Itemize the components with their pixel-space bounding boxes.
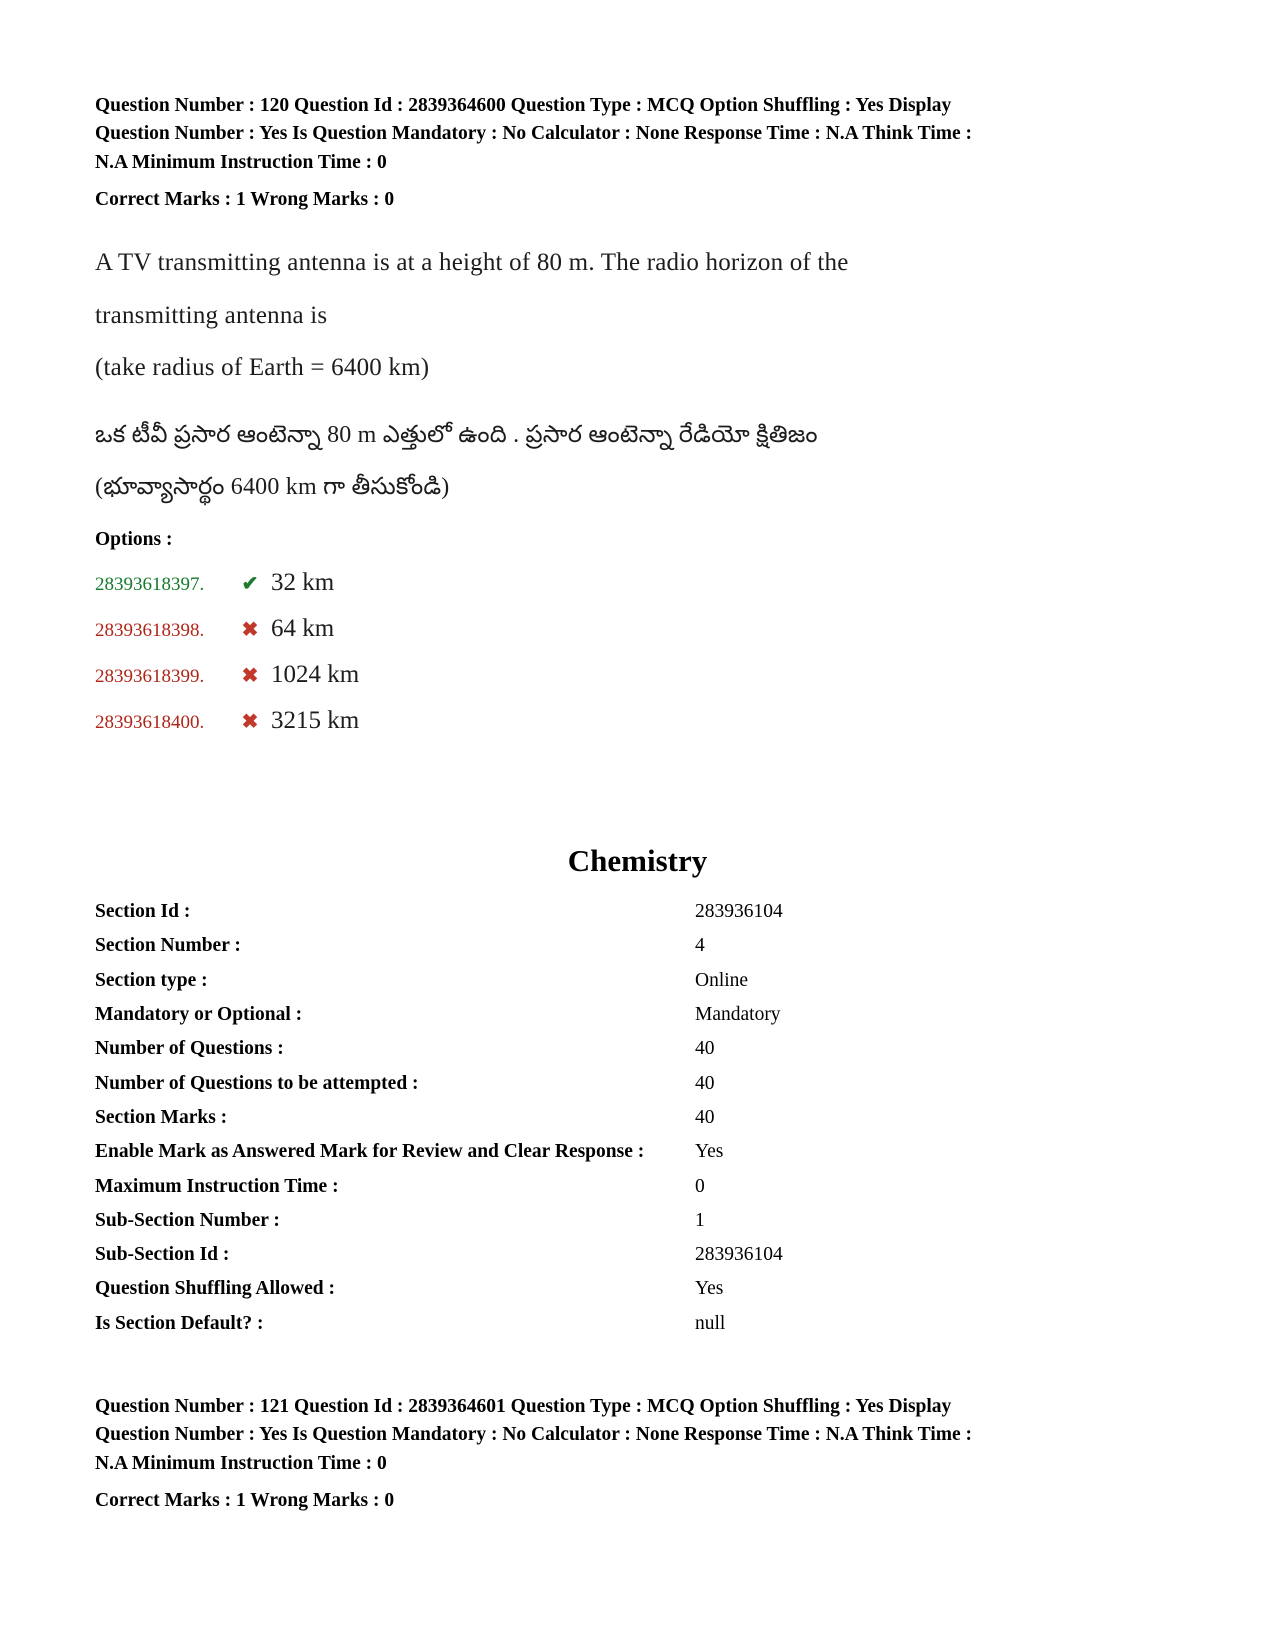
option-id: 28393618397. bbox=[95, 574, 205, 596]
question-120-metadata bbox=[95, 92, 1180, 177]
question-121-meta-line-1: Question Number : 121 Question Id : 2839364601 Question Type : MCQ Option Shuffling : Yes Display bbox=[95, 1396, 952, 1418]
option-text: 32 km bbox=[271, 569, 335, 597]
section-key: Section Number : bbox=[95, 935, 241, 957]
question-120-meta-line-1: Question Number : 120 Question Id : 2839364600 Question Type : MCQ Option Shuffling : Yes Display bbox=[95, 95, 952, 116]
option-id: 28393618400. bbox=[95, 712, 205, 734]
table-row bbox=[95, 1170, 1180, 1204]
question-120-marks: Correct Marks : 1 Wrong Marks : 0 bbox=[95, 188, 395, 210]
section-key: Number of Questions to be attempted : bbox=[95, 1072, 419, 1094]
wrong-cross-icon: ✖ bbox=[241, 619, 259, 642]
option-row[interactable] bbox=[95, 661, 1180, 689]
section-key: Mandatory or Optional : bbox=[95, 1003, 303, 1025]
section-key: Is Section Default? : bbox=[95, 1312, 264, 1334]
option-id: 28393618399. bbox=[95, 666, 205, 688]
section-key: Maximum Instruction Time : bbox=[95, 1175, 339, 1197]
section-key: Question Shuffling Allowed : bbox=[95, 1278, 336, 1300]
option-text: 1024 km bbox=[271, 661, 360, 689]
question-120-meta-line-2: Question Number : Yes Is Question Mandatory : No Calculator : None Response Time : N.A Think Time : bbox=[95, 123, 973, 145]
question-121-meta-line-2: Question Number : Yes Is Question Mandatory : No Calculator : None Response Time : N.A Think Time : bbox=[95, 1424, 973, 1446]
question-120-spacer bbox=[95, 397, 1180, 411]
section-key: Section type : bbox=[95, 969, 208, 991]
section-key: Sub-Section Id : bbox=[95, 1244, 230, 1266]
question-120-text-en-line-1: A TV transmitting antenna is at a height of 80 m. The radio horizon of the bbox=[95, 248, 849, 276]
section-value: 0 bbox=[695, 1175, 705, 1197]
section-value: 4 bbox=[695, 935, 705, 957]
section-value: Online bbox=[695, 969, 749, 991]
question-120-text-te-line-1: ఒక టీవీ ప్రసార ఆంటెన్నా 80 m ఎత్తులో ఉంది . ప్రసార ఆంటెన్నా రేడియో క్షితిజం bbox=[95, 422, 818, 449]
section-value: 283936104 bbox=[695, 1244, 783, 1266]
question-121-metadata bbox=[95, 1393, 1180, 1478]
option-row[interactable] bbox=[95, 707, 1180, 735]
option-id: 28393618398. bbox=[95, 620, 205, 642]
question-120-meta-line-3: N.A Minimum Instruction Time : 0 bbox=[95, 151, 387, 173]
table-row bbox=[95, 1204, 1180, 1238]
question-120-options-list bbox=[95, 569, 1180, 735]
options-label: Options : bbox=[95, 529, 173, 551]
table-row bbox=[95, 895, 1180, 929]
table-row bbox=[95, 1067, 1180, 1101]
table-row bbox=[95, 1135, 1180, 1169]
section-key: Sub-Section Number : bbox=[95, 1209, 280, 1231]
question-120-body bbox=[95, 239, 1180, 511]
section-value: null bbox=[695, 1312, 726, 1334]
table-row bbox=[95, 1272, 1180, 1306]
section-value: 1 bbox=[695, 1209, 705, 1231]
section-value: Yes bbox=[695, 1141, 724, 1163]
section-value: Yes bbox=[695, 1278, 724, 1300]
section-key: Enable Mark as Answered Mark for Review and Clear Response : bbox=[95, 1141, 645, 1163]
table-row bbox=[95, 929, 1180, 963]
table-row bbox=[95, 1032, 1180, 1066]
wrong-cross-icon: ✖ bbox=[241, 665, 259, 688]
section-value: 283936104 bbox=[695, 901, 783, 923]
section-key: Number of Questions : bbox=[95, 1038, 284, 1060]
question-120-text-te-line-2: (భూవ్యాసార్థం 6400 km గా తీసుకోండి) bbox=[95, 474, 450, 501]
option-row[interactable] bbox=[95, 569, 1180, 597]
section-value: 40 bbox=[695, 1106, 715, 1128]
correct-check-icon: ✔ bbox=[241, 573, 259, 596]
section-value: Mandatory bbox=[695, 1003, 781, 1025]
option-text: 3215 km bbox=[271, 707, 360, 735]
question-121-marks: Correct Marks : 1 Wrong Marks : 0 bbox=[95, 1489, 395, 1511]
table-row bbox=[95, 1101, 1180, 1135]
section-key: Section Id : bbox=[95, 901, 191, 923]
section-details-table bbox=[95, 895, 1180, 1341]
table-row bbox=[95, 1307, 1180, 1341]
section-title: Chemistry bbox=[567, 843, 708, 879]
question-120-text-en-line-2: transmitting antenna is bbox=[95, 301, 328, 329]
option-text: 64 km bbox=[271, 615, 335, 643]
section-key: Section Marks : bbox=[95, 1106, 228, 1128]
wrong-cross-icon: ✖ bbox=[241, 711, 259, 734]
option-row[interactable] bbox=[95, 615, 1180, 643]
question-120-text-en-line-3: (take radius of Earth = 6400 km) bbox=[95, 354, 430, 382]
table-row bbox=[95, 1238, 1180, 1272]
question-121-meta-line-3: N.A Minimum Instruction Time : 0 bbox=[95, 1452, 387, 1474]
table-row bbox=[95, 964, 1180, 998]
table-row bbox=[95, 998, 1180, 1032]
section-value: 40 bbox=[695, 1072, 715, 1094]
section-value: 40 bbox=[695, 1038, 715, 1060]
